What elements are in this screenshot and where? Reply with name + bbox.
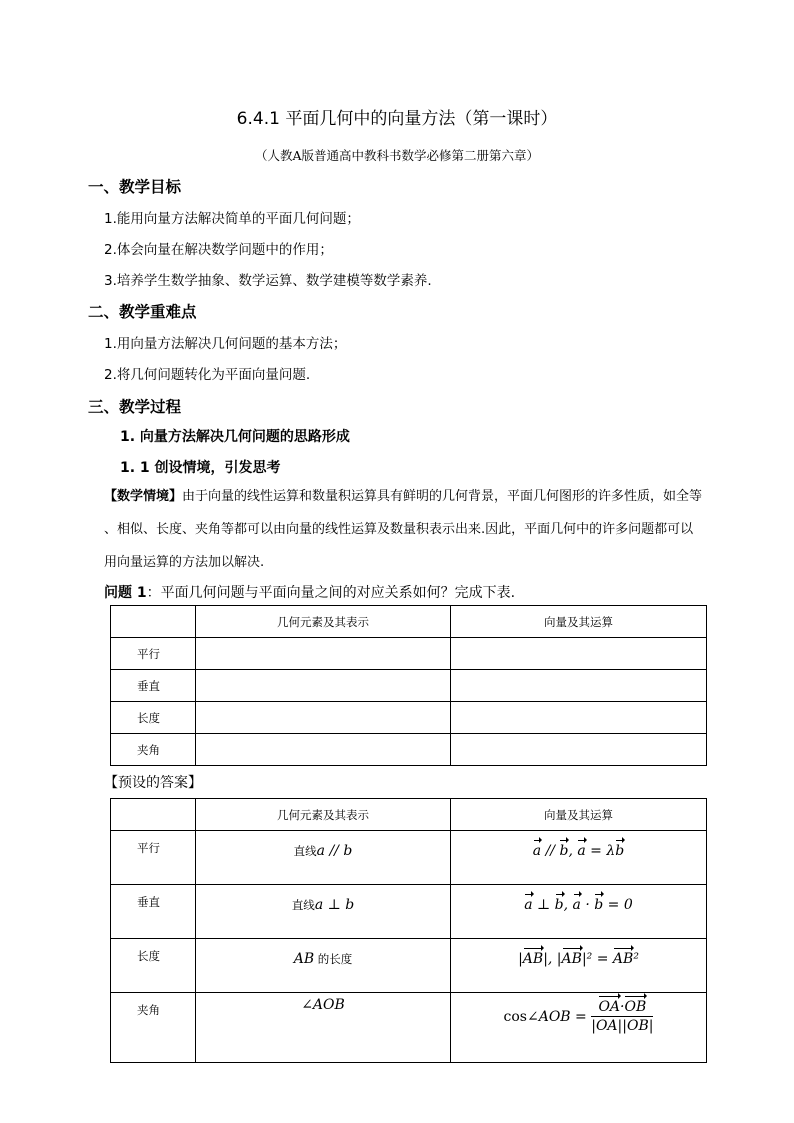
preset-answer-label: 【预设的答案】 (104, 775, 202, 791)
empty-cell[interactable] (196, 734, 451, 766)
objective-item-3: 3.培养学生数学抽象、数学运算、数学建模等数学素养. (104, 273, 432, 289)
table-header-cell: 向量及其运算 (451, 799, 707, 831)
geo-prefix: 直线 (291, 898, 315, 912)
question-1 (104, 582, 515, 602)
empty-cell[interactable] (196, 670, 451, 702)
geometry-cell (196, 885, 451, 939)
answer-table (110, 798, 707, 1063)
row-label: 长度 (111, 702, 196, 734)
table-header-row (111, 799, 707, 831)
key-point-item-2: 2.将几何问题转化为平面向量问题. (104, 367, 311, 383)
geo-formula: a ⊥ b (314, 897, 355, 913)
row-label: 平行 (111, 831, 196, 885)
table-header-cell: 几何元素及其表示 (196, 799, 451, 831)
vector-formula: a ⊥ b, a · b = 0 (524, 897, 633, 913)
vector-cell (451, 831, 707, 885)
table-header-cell: 几何元素及其表示 (196, 606, 451, 638)
table-row (111, 670, 707, 702)
subheading-1-1: 1. 1 创设情境，引发思考 (120, 460, 281, 476)
page-subtitle: （人教A版普通高中教科书数学必修第二册第六章） (254, 148, 540, 163)
question-label: 问题 1 (104, 585, 147, 601)
table-row (111, 831, 707, 885)
row-label: 夹角 (111, 734, 196, 766)
situation-label: 【数学情境】 (104, 489, 183, 504)
table-row (111, 993, 707, 1063)
table-row (111, 939, 707, 993)
vector-formula: cos∠AOB = $\frac{OA\cdot OB}{|OA||OB|}$ (503, 999, 654, 1034)
question-text: ：平面几何问题与平面向量之间的对应关系如何？完成下表. (146, 585, 516, 601)
vector-cell (451, 885, 707, 939)
row-label: 垂直 (111, 885, 196, 939)
table-row (111, 734, 707, 766)
vector-formula: a // b, a = λb (532, 843, 625, 859)
objective-item-2: 2.体会向量在解决数学问题中的作用； (104, 242, 333, 258)
key-point-item-1: 1.用向量方法解决几何问题的基本方法； (104, 336, 347, 352)
table-header-cell (111, 606, 196, 638)
subheading-1: 1. 向量方法解决几何问题的思路形成 (120, 429, 350, 445)
section-heading-objectives: 一、教学目标 (88, 178, 182, 196)
row-label: 平行 (111, 638, 196, 670)
geometry-cell (196, 939, 451, 993)
page-title: 6.4.1 平面几何中的向量方法（第一课时） (236, 109, 558, 129)
blank-table (110, 605, 707, 766)
row-label: 垂直 (111, 670, 196, 702)
geometry-cell (196, 831, 451, 885)
empty-cell[interactable] (451, 670, 707, 702)
table-row (111, 885, 707, 939)
geo-formula: a // b (316, 843, 353, 859)
empty-cell[interactable] (451, 638, 707, 670)
geometry-cell (196, 993, 451, 1063)
vector-cell (451, 993, 707, 1063)
row-label: 长度 (111, 939, 196, 993)
objective-item-1: 1.能用向量方法解决简单的平面几何问题； (104, 211, 360, 227)
geo-suffix: 的长度 (317, 952, 353, 966)
geo-formula: AB (293, 951, 315, 967)
situation-text: 由于向量的线性运算和数量积运算具有鲜明的几何背景，平面几何图形的许多性质，如全等 、相似、长度、夹角等都可以由向量的线性运算及数量积表示出来.因此，平面几何中的许多问题都可以用向量运算的方法加以解决. (104, 489, 703, 570)
section-heading-key-points: 二、教学重难点 (88, 303, 197, 321)
row-label: 夹角 (111, 993, 196, 1063)
vector-cell (451, 939, 707, 993)
vector-formula: |AB|, |AB|² = AB² (518, 951, 639, 967)
section-heading-process: 三、教学过程 (88, 398, 182, 416)
table-header-cell (111, 799, 196, 831)
table-header-cell: 向量及其运算 (451, 606, 707, 638)
table-row (111, 638, 707, 670)
geo-prefix: 直线 (293, 844, 317, 858)
table-row (111, 702, 707, 734)
empty-cell[interactable] (451, 702, 707, 734)
math-situation-paragraph (104, 480, 706, 579)
empty-cell[interactable] (196, 702, 451, 734)
empty-cell[interactable] (196, 638, 451, 670)
table-header-row (111, 606, 707, 638)
empty-cell[interactable] (451, 734, 707, 766)
geo-formula: ∠AOB (301, 997, 345, 1013)
